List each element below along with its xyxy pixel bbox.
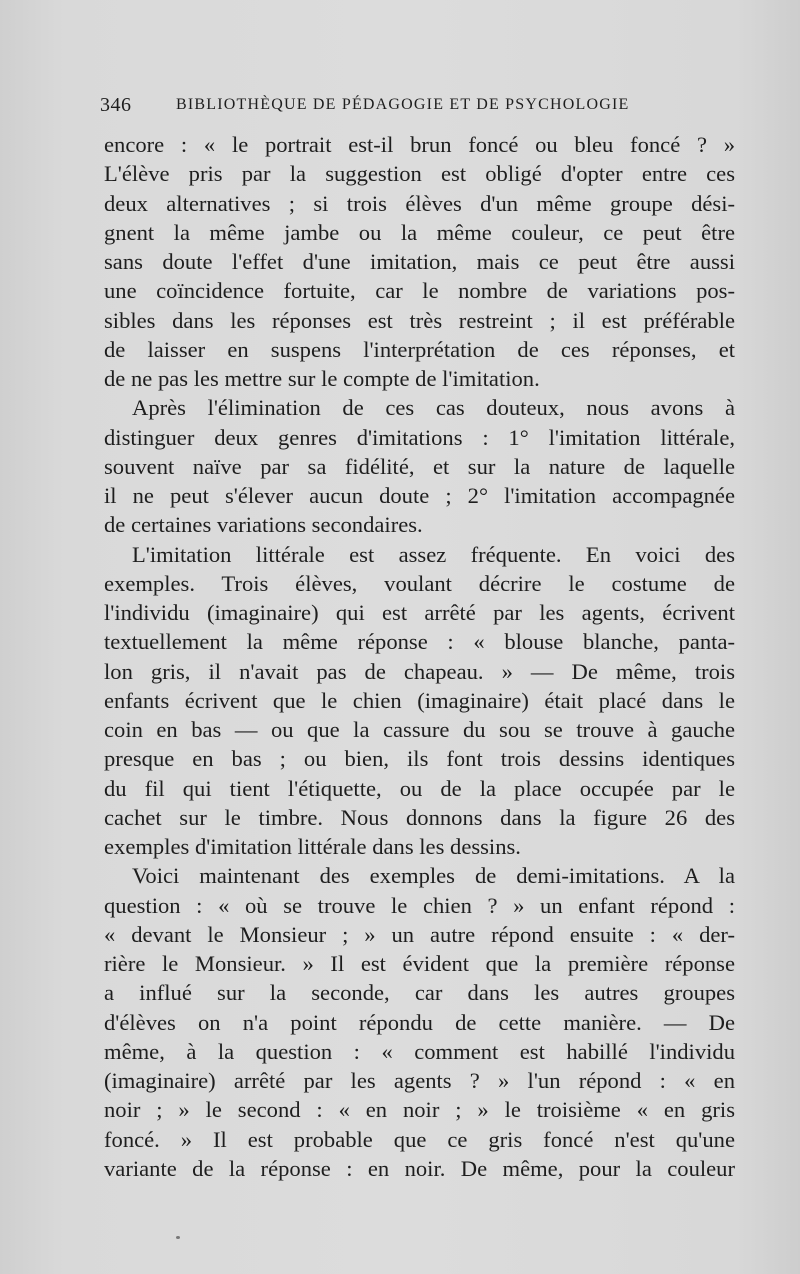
text-line: l'individu (imaginaire) qui est arrêté par les agents, écrivent (104, 600, 735, 625)
text-line: même, à la question : « comment est habillé l'individu (104, 1038, 735, 1064)
text-line: variante de la réponse : en noir. De même, pour la couleur (104, 1155, 735, 1181)
text-line: une coïncidence fortuite, car le nombre de variations pos- (104, 278, 735, 304)
text-line: deux alternatives ; si trois élèves d'un même groupe dési- (104, 190, 735, 216)
text-line: enfants écrivent que le chien (imaginaire) était placé dans le (104, 687, 735, 713)
paper-speck (176, 1236, 180, 1239)
text-line: presque en bas ; ou bien, ils font trois dessins identiques (104, 746, 735, 772)
text-line: noir ; » le second : « en noir ; » le troisième « en gris (104, 1097, 735, 1123)
text-line: exemples. Trois élèves, voulant décrire le costume de (104, 570, 735, 596)
text-line: d'élèves on n'a point répondu de cette manière. — De (104, 1009, 735, 1035)
text-line: de laisser en suspens l'interprétation de ces réponses, et (104, 336, 735, 362)
text-line: de certaines variations secondaires. (104, 512, 423, 538)
text-line: a influé sur la seconde, car dans les autres groupes (104, 980, 735, 1006)
text-line: textuellement la même réponse : « blouse blanche, panta- (104, 629, 735, 655)
text-line: gnent la même jambe ou la même couleur, ce peut être (104, 219, 735, 245)
text-line: rière le Monsieur. » Il est évident que la première réponse (104, 951, 735, 976)
text-line: sans doute l'effet d'une imitation, mais ce peut être aussi (104, 249, 735, 274)
text-line: du fil qui tient l'étiquette, ou de la place occupée par le (104, 775, 735, 801)
text-line: (imaginaire) arrêté par les agents ? » l'un répond : « en (104, 1068, 735, 1093)
page-header (100, 94, 740, 118)
running-title: BIBLIOTHÈQUE DE PÉDAGOGIE ET DE PSYCHOLOGIE (176, 96, 630, 113)
text-line: L'imitation littérale est assez fréquente. En voici des (132, 541, 735, 567)
text-line: il ne peut s'élever aucun doute ; 2° l'imitation accompagnée (104, 483, 735, 508)
text-line: de ne pas les mettre sur le compte de l'imitation. (104, 366, 540, 391)
text-line: encore : « le portrait est-il brun foncé ou bleu foncé ? » (104, 132, 735, 157)
text-line: « devant le Monsieur ; » un autre répond ensuite : « der- (104, 921, 735, 947)
text-line: distinguer deux genres d'imitations : 1° l'imitation littérale, (104, 424, 735, 450)
text-line: L'élève pris par la suggestion est obligé d'opter entre ces (104, 161, 735, 187)
text-line: sibles dans les réponses est très restreint ; il est préférable (104, 307, 735, 333)
text-line: question : « où se trouve le chien ? » un enfant répond : (104, 892, 735, 918)
text-line: Après l'élimination de ces cas douteux, nous avons à (132, 395, 735, 421)
body-text (104, 130, 735, 1183)
text-line: cachet sur le timbre. Nous donnons dans la figure 26 des (104, 804, 735, 830)
text-line: souvent naïve par sa fidélité, et sur la nature de laquelle (104, 453, 735, 479)
text-line: exemples d'imitation littérale dans les dessins. (104, 834, 521, 859)
page-number: 346 (100, 94, 132, 116)
text-line: foncé. » Il est probable que ce gris foncé n'est qu'une (104, 1126, 735, 1152)
text-line: Voici maintenant des exemples de demi-imitations. A la (132, 863, 735, 889)
text-line: coin en bas — ou que la cassure du sou se trouve à gauche (104, 717, 735, 742)
text-line: lon gris, il n'avait pas de chapeau. » — De même, trois (104, 658, 735, 684)
